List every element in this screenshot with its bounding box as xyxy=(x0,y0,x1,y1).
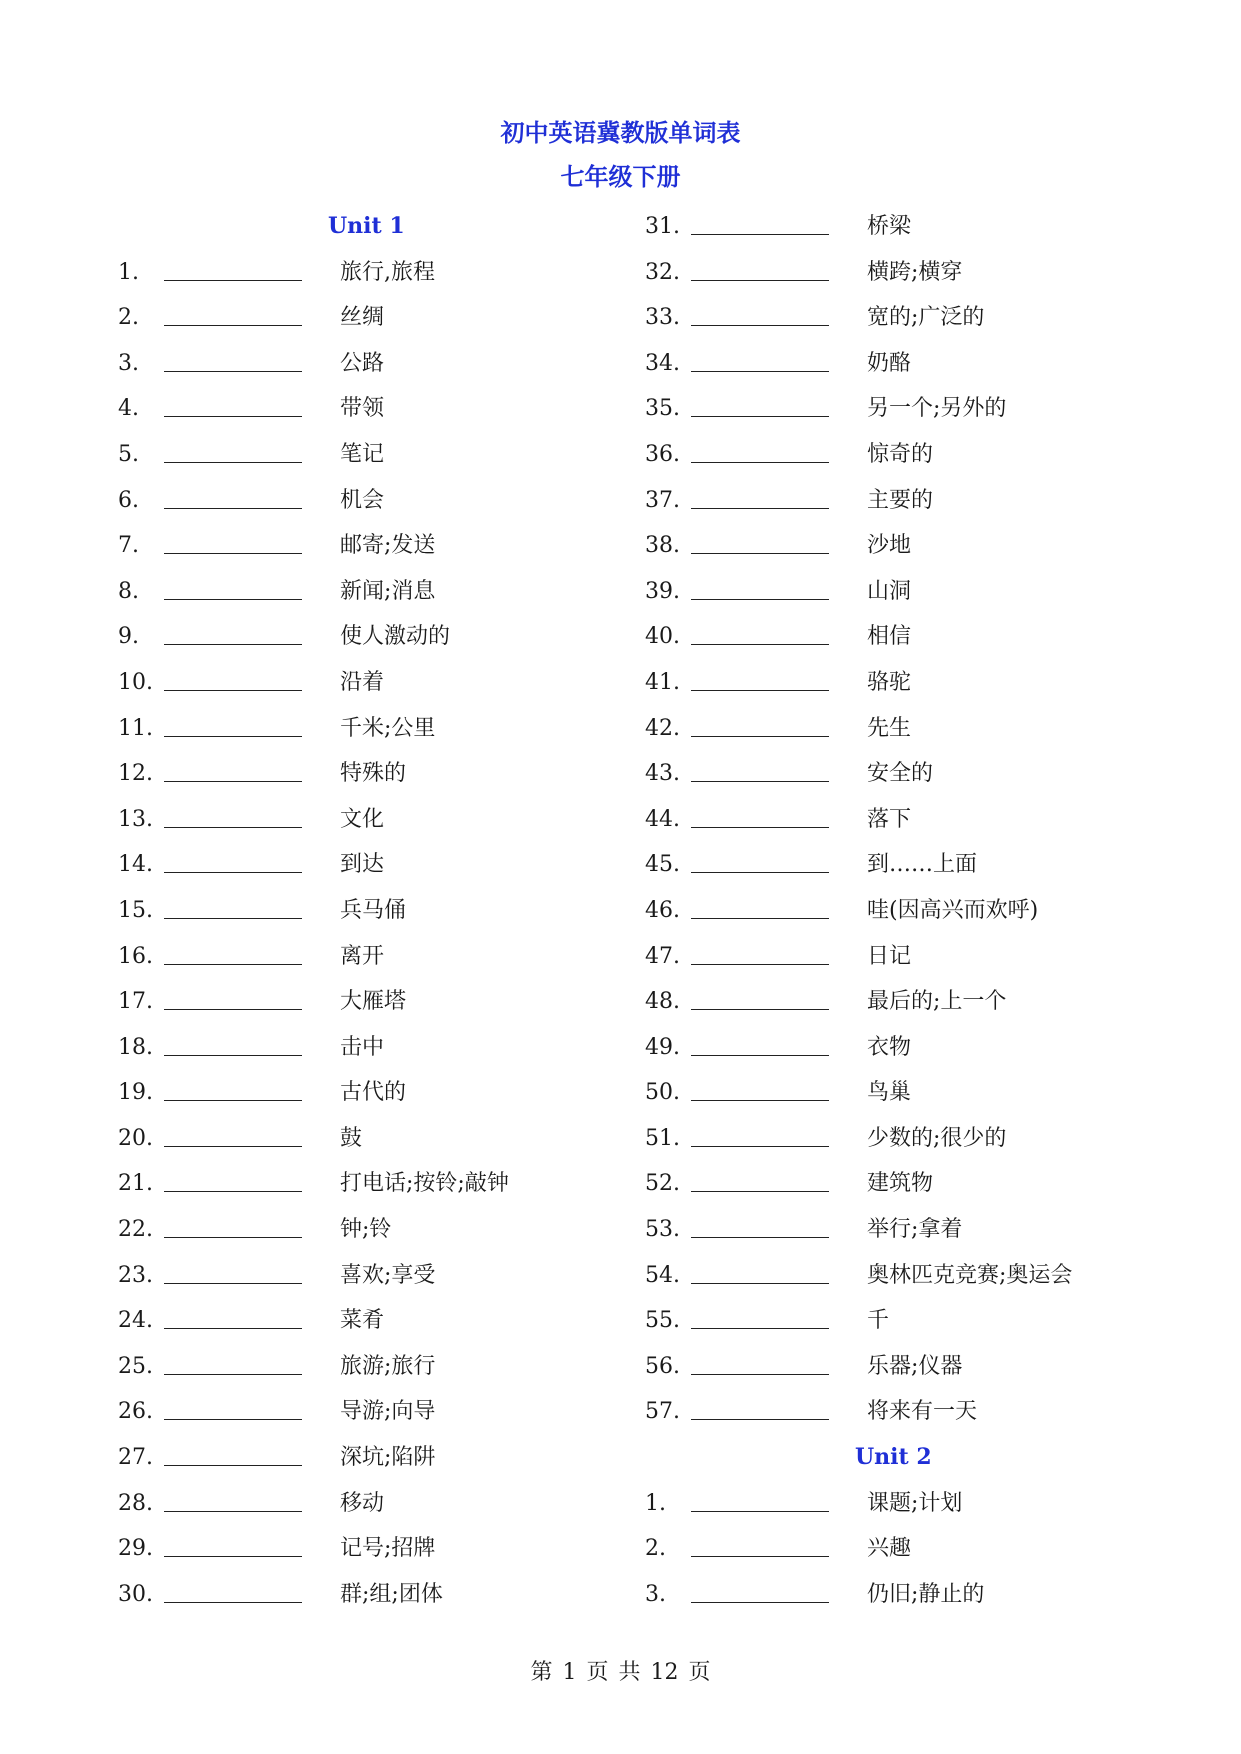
item-number: 5. xyxy=(118,441,139,467)
chinese-meaning: 使人激动的 xyxy=(340,624,451,650)
unit-1-heading: Unit 1 xyxy=(328,213,405,239)
answer-blank[interactable] xyxy=(691,1116,829,1147)
answer-blank[interactable] xyxy=(164,1070,302,1101)
chinese-meaning: 机会 xyxy=(340,487,385,513)
word-row xyxy=(645,1253,1073,1299)
chinese-meaning: 相信 xyxy=(867,624,912,650)
chinese-meaning: 奶酪 xyxy=(867,350,912,376)
answer-blank[interactable] xyxy=(164,1389,302,1420)
answer-blank[interactable] xyxy=(164,1344,302,1375)
item-number: 49. xyxy=(645,1034,680,1060)
answer-blank[interactable] xyxy=(164,979,302,1010)
item-number: 11. xyxy=(118,715,153,741)
chinese-meaning: 喜欢;享受 xyxy=(340,1262,436,1288)
answer-blank[interactable] xyxy=(691,432,829,463)
item-number: 17. xyxy=(118,989,153,1015)
item-number: 42. xyxy=(645,715,680,741)
word-row xyxy=(118,1526,436,1572)
word-row xyxy=(645,204,932,250)
chinese-meaning: 乐器;仪器 xyxy=(867,1353,963,1379)
answer-blank[interactable] xyxy=(164,386,302,417)
chinese-meaning: 新闻;消息 xyxy=(340,578,436,604)
chinese-meaning: 导游;向导 xyxy=(340,1399,436,1425)
item-number: 57. xyxy=(645,1399,680,1425)
item-number: 2. xyxy=(118,305,139,331)
word-row xyxy=(118,1025,405,1071)
chinese-meaning: 哇(因高兴而欢呼) xyxy=(867,897,1039,923)
item-number: 6. xyxy=(118,487,139,513)
chinese-meaning: 另一个;另外的 xyxy=(867,396,1007,422)
word-row xyxy=(645,1298,932,1344)
answer-blank[interactable] xyxy=(164,523,302,554)
item-number: 14. xyxy=(118,852,153,878)
item-number: 47. xyxy=(645,943,680,969)
word-row xyxy=(645,1116,1007,1162)
item-number: 1. xyxy=(118,259,139,285)
chinese-meaning: 到……上面 xyxy=(867,852,978,878)
item-number: 46. xyxy=(645,897,680,923)
item-number: 40. xyxy=(645,624,680,650)
chinese-meaning: 丝绸 xyxy=(340,305,385,331)
item-number: 38. xyxy=(645,533,680,559)
item-number: 1. xyxy=(645,1490,666,1516)
word-row xyxy=(645,1481,963,1527)
answer-blank[interactable] xyxy=(164,660,302,691)
item-number: 20. xyxy=(118,1125,153,1151)
item-number: 3. xyxy=(645,1581,666,1607)
answer-blank[interactable] xyxy=(164,797,302,828)
item-number: 56. xyxy=(645,1353,680,1379)
chinese-meaning: 鸟巢 xyxy=(867,1080,912,1106)
item-number: 28. xyxy=(118,1490,153,1516)
chinese-meaning: 公路 xyxy=(340,350,385,376)
chinese-meaning: 安全的 xyxy=(867,761,934,787)
answer-blank[interactable] xyxy=(691,1481,829,1512)
answer-blank[interactable] xyxy=(691,1389,829,1420)
item-number: 24. xyxy=(118,1308,153,1334)
item-number: 2. xyxy=(645,1536,666,1562)
item-number: 18. xyxy=(118,1034,153,1060)
answer-blank[interactable] xyxy=(691,842,829,873)
item-number: 45. xyxy=(645,852,680,878)
answer-blank[interactable] xyxy=(164,432,302,463)
chinese-meaning: 古代的 xyxy=(340,1080,407,1106)
answer-blank[interactable] xyxy=(691,660,829,691)
item-number: 19. xyxy=(118,1080,153,1106)
footer-word: 第 xyxy=(530,1660,553,1685)
total-page-count: 12 xyxy=(650,1660,679,1685)
answer-blank[interactable] xyxy=(691,751,829,782)
unit-1-word-list-left xyxy=(118,250,509,1618)
chinese-meaning: 奥林匹克竞赛;奥运会 xyxy=(867,1262,1073,1288)
item-number: 9. xyxy=(118,624,139,650)
item-number: 30. xyxy=(118,1581,153,1607)
item-number: 3. xyxy=(118,350,139,376)
item-number: 51. xyxy=(645,1125,680,1151)
chinese-meaning: 桥梁 xyxy=(867,214,912,239)
item-number: 16. xyxy=(118,943,153,969)
answer-blank[interactable] xyxy=(164,295,302,326)
chinese-meaning: 将来有一天 xyxy=(867,1399,978,1425)
chinese-meaning: 带领 xyxy=(340,396,385,422)
item-number: 41. xyxy=(645,669,680,695)
word-row xyxy=(118,1070,405,1116)
chinese-meaning: 衣物 xyxy=(867,1034,912,1060)
answer-blank[interactable] xyxy=(691,1572,829,1603)
word-row xyxy=(118,432,405,478)
word-row xyxy=(118,1207,405,1253)
item-number: 7. xyxy=(118,533,139,559)
answer-blank[interactable] xyxy=(691,386,829,417)
word-row xyxy=(118,386,405,432)
chinese-meaning: 千米;公里 xyxy=(340,715,436,741)
item-number: 43. xyxy=(645,761,680,787)
chinese-meaning: 钟;铃 xyxy=(340,1217,392,1243)
word-row xyxy=(118,888,405,934)
chinese-meaning: 举行;拿着 xyxy=(867,1217,963,1243)
word-row xyxy=(645,386,1007,432)
chinese-meaning: 大雁塔 xyxy=(340,989,407,1015)
item-number: 54. xyxy=(645,1262,680,1288)
chinese-meaning: 先生 xyxy=(867,715,912,741)
word-row xyxy=(118,934,405,980)
chinese-meaning: 落下 xyxy=(867,806,912,832)
chinese-meaning: 离开 xyxy=(340,943,385,969)
word-row xyxy=(645,888,1039,934)
item-number: 52. xyxy=(645,1171,680,1197)
word-row xyxy=(118,797,405,843)
answer-blank[interactable] xyxy=(164,1207,302,1238)
item-number: 50. xyxy=(645,1080,680,1106)
chinese-meaning: 主要的 xyxy=(867,487,934,513)
chinese-meaning: 少数的;很少的 xyxy=(867,1125,1007,1151)
chinese-meaning: 课题;计划 xyxy=(867,1490,963,1516)
item-number: 34. xyxy=(645,350,680,376)
word-row xyxy=(645,614,932,660)
item-number: 4. xyxy=(118,396,139,422)
item-number: 25. xyxy=(118,1353,153,1379)
unit-2-word-list xyxy=(645,1481,985,1618)
word-row xyxy=(645,797,932,843)
item-number: 15. xyxy=(118,897,153,923)
word-row xyxy=(118,341,405,387)
word-row xyxy=(645,934,932,980)
word-row xyxy=(118,1435,436,1481)
chinese-meaning: 旅游;旅行 xyxy=(340,1353,436,1379)
item-number: 8. xyxy=(118,578,139,604)
chinese-meaning: 仍旧;静止的 xyxy=(867,1581,985,1607)
chinese-meaning: 日记 xyxy=(867,943,912,969)
word-row xyxy=(118,1572,443,1618)
word-row xyxy=(645,1526,932,1572)
answer-blank[interactable] xyxy=(164,1435,302,1466)
chinese-meaning: 到达 xyxy=(340,852,385,878)
footer-word: 页 xyxy=(586,1660,609,1685)
answer-blank[interactable] xyxy=(691,295,829,326)
item-number: 29. xyxy=(118,1536,153,1562)
chinese-meaning: 邮寄;发送 xyxy=(340,533,436,559)
word-row xyxy=(645,1161,932,1207)
word-row xyxy=(118,250,435,296)
item-number: 12. xyxy=(118,761,153,787)
word-row xyxy=(118,614,451,660)
item-number: 53. xyxy=(645,1217,680,1243)
answer-blank[interactable] xyxy=(691,1070,829,1101)
chinese-meaning: 横跨;横穿 xyxy=(867,259,963,285)
item-number: 37. xyxy=(645,487,680,513)
word-row xyxy=(645,1025,932,1071)
word-row xyxy=(645,250,963,296)
chinese-meaning: 群;组;团体 xyxy=(340,1581,443,1607)
answer-blank[interactable] xyxy=(164,1298,302,1329)
word-row xyxy=(118,1253,436,1299)
answer-blank[interactable] xyxy=(691,478,829,509)
answer-blank[interactable] xyxy=(691,934,829,965)
answer-blank[interactable] xyxy=(164,1161,302,1192)
answer-blank[interactable] xyxy=(691,341,829,372)
item-number: 36. xyxy=(645,441,680,467)
answer-blank[interactable] xyxy=(691,569,829,600)
answer-blank[interactable] xyxy=(164,1116,302,1147)
answer-blank[interactable] xyxy=(691,979,829,1010)
footer-word: 共 xyxy=(618,1660,641,1685)
answer-blank[interactable] xyxy=(164,1253,302,1284)
word-row xyxy=(645,706,932,752)
answer-blank[interactable] xyxy=(691,1207,829,1238)
answer-blank[interactable] xyxy=(164,341,302,372)
chinese-meaning: 兵马俑 xyxy=(340,897,407,923)
chinese-meaning: 移动 xyxy=(340,1490,385,1516)
chinese-meaning: 骆驼 xyxy=(867,669,912,695)
answer-blank[interactable] xyxy=(691,1025,829,1056)
answer-blank[interactable] xyxy=(691,706,829,737)
word-row xyxy=(645,569,932,615)
item-number: 10. xyxy=(118,669,153,695)
item-number: 55. xyxy=(645,1308,680,1334)
unit-2-heading: Unit 2 xyxy=(855,1444,932,1471)
word-row xyxy=(645,523,932,569)
unit-1-word-list-right xyxy=(645,204,1073,1435)
answer-blank[interactable] xyxy=(691,797,829,828)
chinese-meaning: 旅行,旅程 xyxy=(340,259,435,285)
word-row xyxy=(118,660,405,706)
word-row xyxy=(645,432,932,478)
document-title: 初中英语冀教版单词表 xyxy=(500,118,741,147)
answer-blank[interactable] xyxy=(164,1025,302,1056)
chinese-meaning: 千 xyxy=(867,1308,890,1334)
chinese-meaning: 建筑物 xyxy=(867,1171,934,1197)
word-row xyxy=(645,979,1007,1025)
answer-blank[interactable] xyxy=(691,1253,829,1284)
answer-blank[interactable] xyxy=(691,614,829,645)
footer-word: 页 xyxy=(688,1660,711,1685)
item-number: 31. xyxy=(645,214,680,239)
word-row xyxy=(118,1298,405,1344)
word-row xyxy=(645,1070,932,1116)
page-footer xyxy=(0,1658,1241,1688)
word-row xyxy=(645,751,932,797)
answer-blank[interactable] xyxy=(691,250,829,281)
chinese-meaning: 惊奇的 xyxy=(867,441,934,467)
item-number: 26. xyxy=(118,1399,153,1425)
item-number: 48. xyxy=(645,989,680,1015)
chinese-meaning: 文化 xyxy=(340,806,385,832)
chinese-meaning: 兴趣 xyxy=(867,1536,912,1562)
current-page-number: 1 xyxy=(562,1660,577,1685)
word-row xyxy=(645,295,985,341)
word-row xyxy=(118,569,436,615)
word-row xyxy=(118,295,405,341)
word-row xyxy=(118,478,405,524)
item-number: 39. xyxy=(645,578,680,604)
word-row xyxy=(118,751,405,797)
right-column xyxy=(645,204,1073,1617)
answer-blank[interactable] xyxy=(691,523,829,554)
word-row xyxy=(118,1481,405,1527)
word-row xyxy=(645,1572,985,1618)
item-number: 21. xyxy=(118,1171,153,1197)
answer-blank[interactable] xyxy=(164,250,302,281)
answer-blank[interactable] xyxy=(164,1481,302,1512)
answer-blank[interactable] xyxy=(164,1526,302,1557)
chinese-meaning: 打电话;按铃;敲钟 xyxy=(340,1171,509,1197)
item-number: 23. xyxy=(118,1262,153,1288)
word-row xyxy=(645,1389,978,1435)
chinese-meaning: 沿着 xyxy=(340,669,385,695)
answer-blank[interactable] xyxy=(691,1526,829,1557)
left-column xyxy=(118,204,509,1617)
word-row xyxy=(645,478,932,524)
answer-blank[interactable] xyxy=(164,751,302,782)
item-number: 22. xyxy=(118,1217,153,1243)
answer-blank[interactable] xyxy=(164,888,302,919)
answer-blank[interactable] xyxy=(691,1298,829,1329)
chinese-meaning: 宽的;广泛的 xyxy=(867,305,985,331)
word-row xyxy=(645,341,932,387)
word-row xyxy=(118,1344,436,1390)
answer-blank[interactable] xyxy=(691,204,829,235)
chinese-meaning: 菜肴 xyxy=(340,1308,385,1334)
chinese-meaning: 记号;招牌 xyxy=(340,1536,436,1562)
word-row xyxy=(118,523,436,569)
word-row xyxy=(118,1116,405,1162)
item-number: 27. xyxy=(118,1445,153,1471)
answer-blank[interactable] xyxy=(164,1572,302,1603)
answer-blank[interactable] xyxy=(691,1161,829,1192)
word-row xyxy=(118,842,405,888)
item-number: 35. xyxy=(645,396,680,422)
answer-blank[interactable] xyxy=(164,569,302,600)
word-row xyxy=(118,979,405,1025)
answer-blank[interactable] xyxy=(164,478,302,509)
word-row xyxy=(645,842,978,888)
word-row xyxy=(645,660,932,706)
item-number: 33. xyxy=(645,305,680,331)
answer-blank[interactable] xyxy=(164,934,302,965)
word-row xyxy=(645,1207,963,1253)
item-number: 13. xyxy=(118,806,153,832)
chinese-meaning: 鼓 xyxy=(340,1125,363,1151)
item-number: 32. xyxy=(645,259,680,285)
answer-blank[interactable] xyxy=(164,614,302,645)
word-row xyxy=(118,706,436,752)
chinese-meaning: 山洞 xyxy=(867,578,912,604)
answer-blank[interactable] xyxy=(691,1344,829,1375)
chinese-meaning: 沙地 xyxy=(867,533,912,559)
chinese-meaning: 深坑;陷阱 xyxy=(340,1445,436,1471)
word-row xyxy=(118,1161,509,1207)
chinese-meaning: 特殊的 xyxy=(340,761,407,787)
answer-blank[interactable] xyxy=(164,842,302,873)
document-subtitle: 七年级下册 xyxy=(560,162,681,191)
chinese-meaning: 笔记 xyxy=(340,441,385,467)
item-number: 44. xyxy=(645,806,680,832)
word-row xyxy=(118,1389,436,1435)
word-row xyxy=(645,1344,963,1390)
chinese-meaning: 最后的;上一个 xyxy=(867,989,1007,1015)
answer-blank[interactable] xyxy=(164,706,302,737)
answer-blank[interactable] xyxy=(691,888,829,919)
chinese-meaning: 击中 xyxy=(340,1034,385,1060)
